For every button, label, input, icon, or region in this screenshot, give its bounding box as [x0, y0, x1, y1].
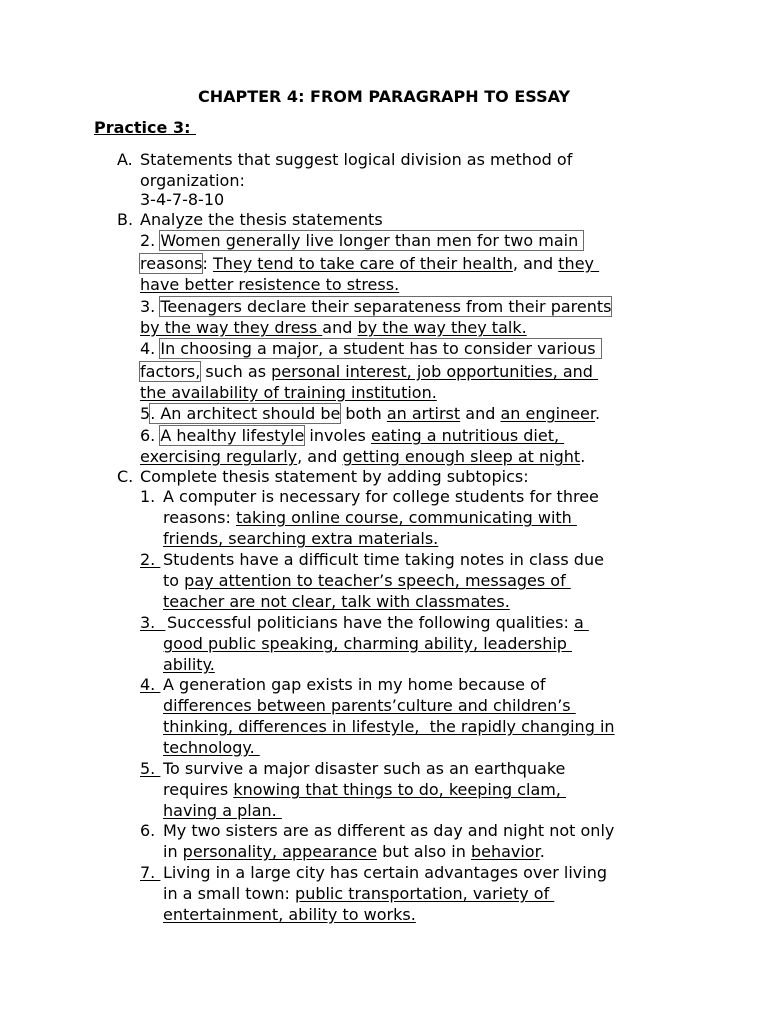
practice-heading: Practice 3: [94, 118, 197, 137]
subtopic-underlined: a [573, 613, 589, 632]
item-line: Living in a large city has certain advantages over living [163, 863, 607, 882]
thesis-boxed: A healthy lifestyle [160, 426, 305, 445]
subtopic-underlined: entertainment, ability to works. [163, 905, 416, 924]
thesis-boxed: In choosing a major, a student has to consider various [160, 339, 601, 358]
thesis-item-line: 4. In choosing a major, a student has to consider various [140, 339, 601, 358]
subtopic-underlined: taking online course, communicating with [235, 508, 577, 527]
chapter-title: CHAPTER 4: FROM PARAGRAPH TO ESSAY [197, 87, 571, 106]
item-number: 5. [140, 759, 161, 778]
subtopic-underlined: personality, appearance [182, 842, 378, 861]
item-line: A generation gap exists in my home because of [163, 675, 546, 694]
subtopic-underlined: knowing that things to do, keeping clam, [233, 780, 567, 799]
item-line [163, 592, 510, 612]
thesis-item-line: by the way they dress and by the way they talk. [140, 318, 527, 337]
item-number: 4. [140, 675, 161, 694]
subtopic-underlined: an engineer [500, 404, 596, 423]
item-line: in personality, appearance but also in behavior. [163, 842, 545, 861]
section-c-heading: Complete thesis statement by adding subtopics: [140, 467, 529, 486]
item-line [163, 634, 572, 654]
thesis-item-line: exercising regularly, and getting enough sleep at night. [140, 447, 586, 466]
thesis-item-line: 5. An architect should be both an artirst and an engineer. [140, 404, 601, 423]
subtopic-underlined: thinking, differences in lifestyle, the rapidly changing in [163, 717, 615, 736]
thesis-item-line: factors, such as personal interest, job opportunities, and [140, 362, 599, 381]
item-number: 7. [140, 863, 161, 882]
subtopic-underlined: the availability of training institution. [140, 383, 437, 402]
thesis-boxed: Teenagers declare their separateness from their parents [160, 297, 612, 316]
subtopic-underlined: personal interest, job opportunities, and [271, 362, 599, 381]
thesis-boxed: Women generally live longer than men for two main [160, 231, 584, 250]
thesis-boxed: factors, [140, 362, 201, 381]
item-line: Successful politicians have the following qualities: a [167, 613, 589, 632]
thesis-boxed: . An architect should be [150, 404, 341, 423]
subtopic-underlined: exercising regularly [140, 447, 298, 466]
subtopic-underlined: eating a nutritious diet, [370, 426, 565, 445]
item-line: to pay attention to teacher’s speech, messages of [163, 571, 571, 590]
item-line: in a small town: public transportation, variety of [163, 884, 555, 903]
subtopic-underlined: technology. [163, 738, 260, 757]
subtopic-underlined: ability. [163, 655, 215, 674]
subtopic-underlined: by the way they talk. [357, 318, 527, 337]
section-a-marker: A. [117, 150, 133, 169]
thesis-item-line: 6. A healthy lifestyle involes eating a nutritious diet, [140, 426, 565, 445]
subtopic-underlined: pay attention to teacher’s speech, messages of [184, 571, 571, 590]
thesis-item-line: reasons: They tend to take care of their health, and they [140, 254, 600, 273]
item-line: To survive a major disaster such as an earthquake [163, 759, 566, 778]
item-line: A computer is necessary for college students for three [163, 487, 599, 506]
item-line: Students have a difficult time taking notes in class due [163, 550, 604, 569]
subtopic-underlined: they [558, 254, 600, 273]
subtopic-underlined: have better resistence to stress. [140, 275, 400, 294]
subtopic-underlined: by the way they dress [140, 318, 323, 337]
subtopic-underlined: friends, searching extra materials. [163, 529, 439, 548]
item-line [163, 717, 615, 737]
item-line: requires knowing that things to do, keeping clam, [163, 780, 567, 799]
subtopic-underlined: an artirst [386, 404, 461, 423]
section-a-line: Statements that suggest logical division as method of [140, 150, 573, 169]
subtopic-underlined: public transportation, variety of [295, 884, 555, 903]
item-line [163, 529, 438, 549]
subtopic-underlined: differences between parents’culture and children’s [163, 696, 576, 715]
item-line [163, 738, 260, 758]
section-a-line: 3-4-7-8-10 [140, 190, 225, 209]
item-line [163, 655, 215, 675]
item-line [163, 905, 416, 925]
thesis-boxed: reasons [140, 254, 203, 273]
thesis-item-line: 3. Teenagers declare their separateness from their parents [140, 297, 612, 316]
item-line [163, 696, 576, 716]
section-b-heading: Analyze the thesis statements [140, 210, 383, 229]
item-number: 3. [140, 613, 166, 632]
subtopic-underlined: teacher are not clear, talk with classmates. [163, 592, 510, 611]
subtopic-underlined: getting enough sleep at night [342, 447, 581, 466]
subtopic-underlined: They tend to take care of their health [212, 254, 513, 273]
thesis-item-line: 2. Women generally live longer than men for two main [140, 231, 584, 250]
subtopic-underlined: behavior [470, 842, 540, 861]
section-b-marker: B. [117, 210, 134, 229]
subtopic-underlined: having a plan. [163, 801, 282, 820]
item-line: reasons: taking online course, communicating with [163, 508, 577, 527]
item-number: 2. [140, 550, 161, 569]
item-line: My two sisters are as different as day and night not only [163, 821, 615, 840]
item-number: 1. [140, 487, 156, 506]
section-a-line: organization: [140, 171, 245, 190]
thesis-item-line [140, 275, 399, 295]
subtopic-underlined: good public speaking, charming ability, leadership [163, 634, 573, 653]
section-c-marker: C. [117, 467, 134, 486]
item-number: 6. [140, 821, 156, 840]
item-line [163, 801, 282, 821]
thesis-item-line [140, 383, 437, 403]
